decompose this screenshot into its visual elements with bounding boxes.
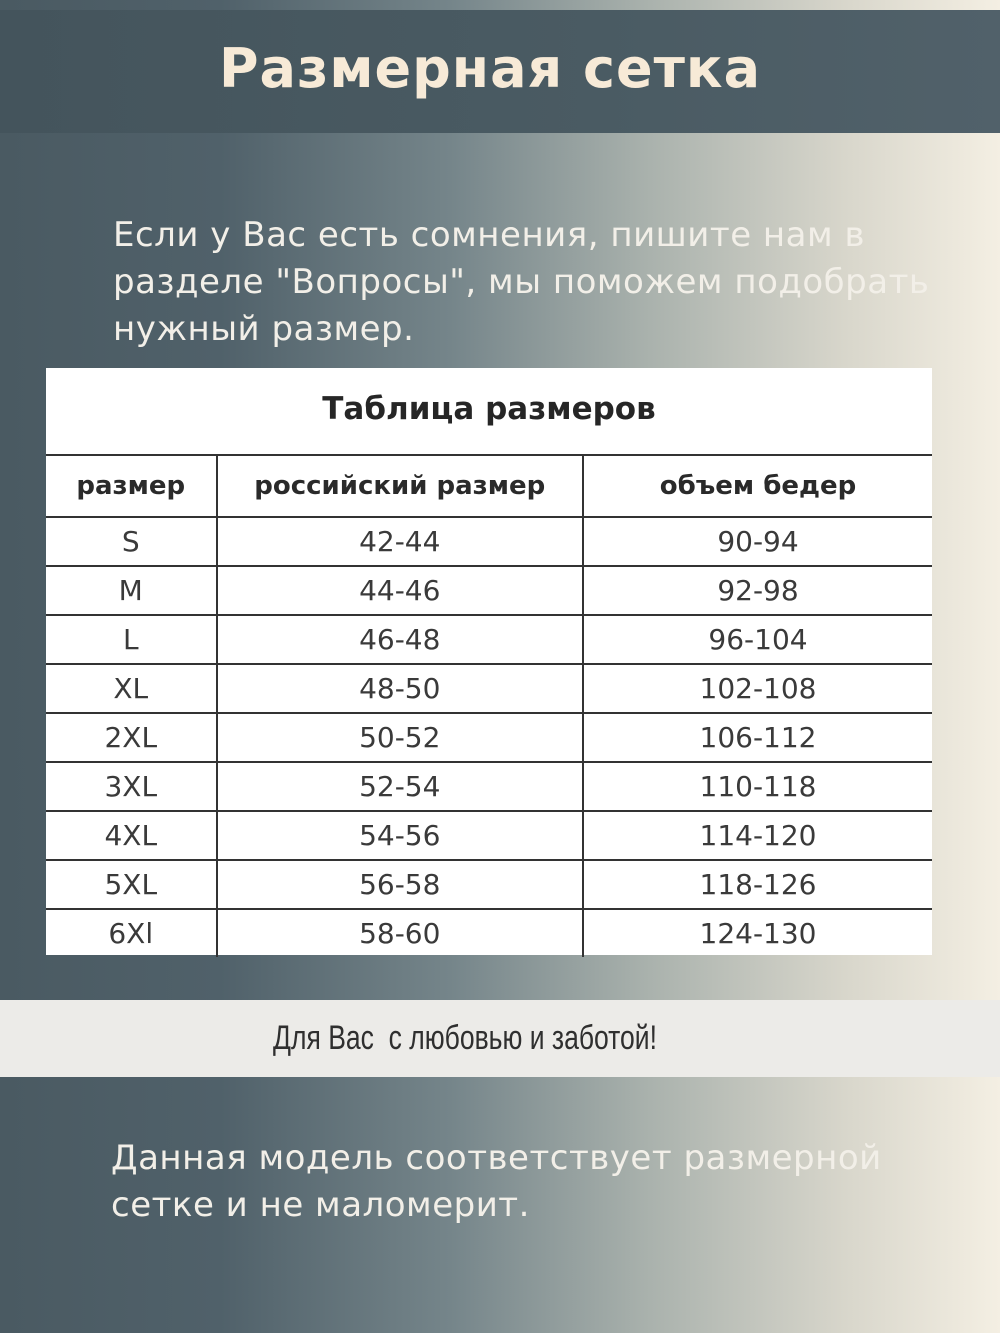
- column-header-russian-size: российский размер: [217, 455, 583, 517]
- cell-size: 4XL: [46, 811, 217, 860]
- cell-hip-girth: 92-98: [583, 566, 932, 615]
- table-row: [46, 860, 932, 909]
- table-row: [46, 762, 932, 811]
- cell-russian-size: 52-54: [217, 762, 583, 811]
- cell-russian-size: 44-46: [217, 566, 583, 615]
- cell-hip-girth: 110-118: [583, 762, 932, 811]
- table-row: [46, 909, 932, 957]
- table-row: [46, 566, 932, 615]
- cell-hip-girth: 96-104: [583, 615, 932, 664]
- cell-hip-girth: 114-120: [583, 811, 932, 860]
- cell-russian-size: 58-60: [217, 909, 583, 957]
- cell-hip-girth: 106-112: [583, 713, 932, 762]
- size-table-title: Таблица размеров: [322, 391, 656, 427]
- table-row: [46, 664, 932, 713]
- cell-size: L: [46, 615, 217, 664]
- column-header-hip-girth: объем бедер: [583, 455, 932, 517]
- cell-size: XL: [46, 664, 217, 713]
- cell-size: S: [46, 517, 217, 566]
- table-row: [46, 615, 932, 664]
- table-header-row: [46, 455, 932, 517]
- page-title: Размерная сетка: [218, 37, 762, 100]
- cell-size: 2XL: [46, 713, 217, 762]
- table-row: [46, 811, 932, 860]
- cell-russian-size: 50-52: [217, 713, 583, 762]
- slogan-text: Для Вас с любовью и заботой!: [273, 1019, 657, 1057]
- cell-size: 3XL: [46, 762, 217, 811]
- column-header-size: размер: [46, 455, 217, 517]
- size-table: [46, 454, 932, 957]
- cell-russian-size: 56-58: [217, 860, 583, 909]
- table-row: [46, 713, 932, 762]
- cell-hip-girth: 118-126: [583, 860, 932, 909]
- table-row: [46, 517, 932, 566]
- cell-size: 5XL: [46, 860, 217, 909]
- cell-hip-girth: 90-94: [583, 517, 932, 566]
- intro-text: Если у Вас есть сомнения, пишите нам в разделе "Вопросы", мы поможем подобрать нужный размер.: [113, 215, 930, 349]
- cell-russian-size: 48-50: [217, 664, 583, 713]
- cell-russian-size: 42-44: [217, 517, 583, 566]
- cell-size: M: [46, 566, 217, 615]
- cell-hip-girth: 124-130: [583, 909, 932, 957]
- cell-russian-size: 54-56: [217, 811, 583, 860]
- size-table-card: [46, 368, 932, 955]
- cell-russian-size: 46-48: [217, 615, 583, 664]
- cell-size: 6Xl: [46, 909, 217, 957]
- cell-hip-girth: 102-108: [583, 664, 932, 713]
- fit-note-text: Данная модель соответствует размерной сетке и не маломерит.: [111, 1138, 882, 1225]
